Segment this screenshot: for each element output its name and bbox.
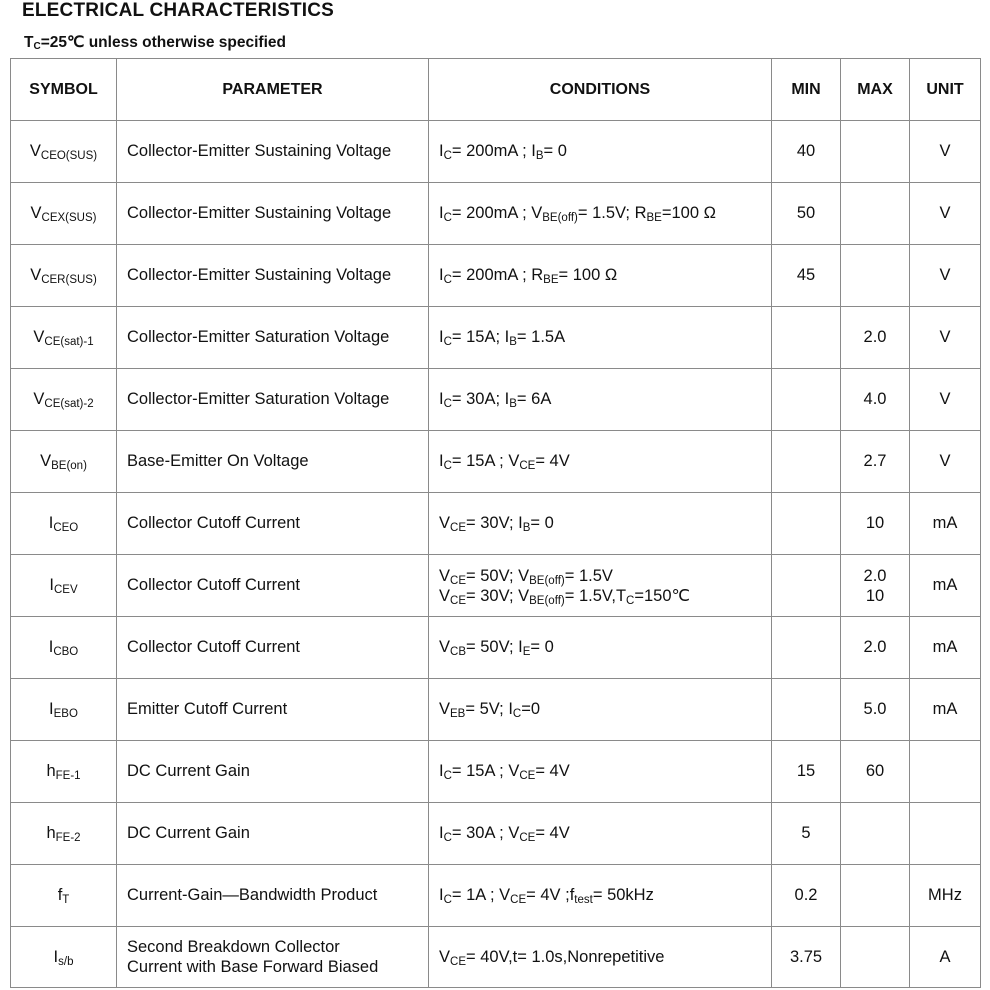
symbol-text: I [48,638,54,656]
parameter-line: Collector-Emitter Saturation Voltage [127,328,390,346]
conditions-text: = 30A ; V [451,824,520,842]
min-cell [772,617,841,679]
conditions-line [439,700,540,718]
conditions-line [439,514,554,532]
parameter-cell [117,121,429,183]
conditions-line [439,586,761,606]
table-row [11,121,981,183]
conditions-text: = 5V; I [465,700,513,718]
conditions-cell [429,741,772,803]
conditions-text: =100 Ω [661,204,716,222]
symbol-text: V [33,328,45,346]
conditions-line [439,452,570,470]
parameter-line: Emitter Cutoff Current [127,700,288,718]
symbol-cell [11,493,117,555]
conditions-text: = 30V; I [466,514,523,532]
symbol-cell [11,369,117,431]
symbol-subscript: BE(on) [51,460,87,472]
conditions-subscript: BE [646,212,662,224]
parameter-line: Collector Cutoff Current [127,576,301,594]
symbol-subscript: CE(sat)-2 [44,398,94,410]
parameter-cell [117,369,429,431]
symbol-subscript: CE(sat)-1 [44,336,94,348]
unit-cell: mA [910,679,981,741]
conditions-subscript: C [443,336,452,348]
parameter-cell [117,555,429,617]
parameter-cell [117,741,429,803]
conditions-subscript: CE [450,955,466,968]
max-cell: 60 [841,741,910,803]
conditions-line [439,204,716,222]
conditions-text: =150℃ [634,586,691,605]
conditions-text: I [439,328,444,346]
symbol-cell [11,245,117,307]
max-cell [841,245,910,307]
symbol-subscript: CEV [53,584,78,596]
table-row [11,741,981,803]
max-cell: 2.7 [841,431,910,493]
symbol-subscript: EBO [53,708,78,720]
conditions-subscript: CE [450,522,466,534]
conditions-subscript: CE [450,574,466,587]
parameter-line: Second Breakdown Collector [127,938,340,956]
symbol-cell [11,431,117,493]
conditions-text: I [439,452,444,470]
conditions-subscript: CE [519,460,536,472]
symbol-cell [11,183,117,245]
symbol-cell [11,121,117,183]
conditions-subscript: BE(off) [529,574,565,587]
electrical-characteristics-table [10,58,981,988]
unit-cell: mA [910,555,981,617]
symbol-subscript: FE-2 [55,832,81,844]
symbol-cell [11,679,117,741]
symbol-text: V [40,452,52,470]
conditions-text: I [439,886,444,904]
min-cell: 45 [772,245,841,307]
table-body [11,121,981,988]
min-cell: 3.75 [772,927,841,988]
parameter-cell [117,679,429,741]
max-cell [841,927,910,988]
max-cell: 10 [841,493,910,555]
min-cell [772,307,841,369]
table-row [11,245,981,307]
conditions-text: = 50V; I [466,638,523,656]
conditions-subscript: CE [519,770,536,782]
symbol-cell [11,307,117,369]
conditions-cell [429,679,772,741]
conditions-text: = 1.5V; R [577,204,647,222]
table-row [11,493,981,555]
unit-cell: mA [910,493,981,555]
conditions-text: = 0 [543,142,567,160]
conditions-text: = 40V,t= 1.0s,Nonrepetitive [466,947,665,966]
symbol-subscript: T [62,894,70,906]
symbol-text: I [49,700,54,718]
conditions-text: V [439,514,451,532]
symbol-subscript: FE-1 [55,770,81,782]
conditions-cell [429,307,772,369]
conditions-cell [429,555,772,617]
min-cell [772,369,841,431]
header-parameter: PARAMETER [117,59,429,121]
conditions-text: = 30V; V [466,586,530,605]
parameter-cell [117,617,429,679]
conditions-text: = 1.5A [516,328,566,346]
conditions-subscript: C [443,770,452,782]
conditions-subscript: B [535,150,544,162]
conditions-line [439,948,664,966]
symbol-cell [11,617,117,679]
conditions-subscript: B [509,398,517,410]
unit-cell: V [910,307,981,369]
conditions-text: = 50kHz [592,886,654,904]
conditions-text: = 1.5V [564,566,613,585]
symbol-text: h [46,824,56,842]
conditions-cell [429,431,772,493]
conditions-text: = 0 [530,638,554,656]
parameter-line: DC Current Gain [127,824,250,842]
note-text: =25℃ unless otherwise specified [40,34,286,51]
conditions-subscript: CE [450,594,466,607]
parameter-line: Collector Cutoff Current [127,514,301,532]
table-row [11,555,981,617]
symbol-subscript: s/b [58,955,74,968]
conditions-text: V [439,700,451,718]
conditions-cell [429,803,772,865]
unit-cell: V [910,121,981,183]
conditions-subscript: BE(off) [529,594,565,607]
header-conditions: CONDITIONS [429,59,772,121]
conditions-text: = 1A ; V [451,886,511,904]
max-cell: 2.0 10 [841,555,910,617]
conditions-subscript: C [443,832,452,844]
header-symbol: SYMBOL [11,59,117,121]
symbol-cell [11,865,117,927]
conditions-cell [429,865,772,927]
conditions-text: = 6A [516,390,552,408]
parameter-line: Current-Gain—Bandwidth Product [127,886,378,904]
conditions-text: = 4V ;f [526,886,575,904]
conditions-subscript: C [443,398,452,410]
parameter-cell [117,865,429,927]
symbol-subscript: CEO(SUS) [40,150,98,162]
conditions-text: I [439,142,444,160]
min-cell: 15 [772,741,841,803]
symbol-subscript: CBO [53,646,79,658]
min-cell [772,555,841,617]
max-cell [841,183,910,245]
parameter-cell [117,803,429,865]
min-cell: 0.2 [772,865,841,927]
symbol-text: I [49,576,54,594]
unit-cell [910,741,981,803]
parameter-line: Collector Cutoff Current [127,638,301,656]
conditions-text: I [439,266,444,284]
parameter-cell [117,183,429,245]
conditions-subscript: BE(off) [542,212,578,224]
conditions-text: = 4V [535,762,570,780]
min-cell: 50 [772,183,841,245]
symbol-text: V [30,266,42,284]
conditions-cell [429,493,772,555]
symbol-text: V [33,390,45,408]
conditions-line [439,142,567,160]
conditions-cell [429,927,772,988]
table-row [11,617,981,679]
unit-cell [910,803,981,865]
conditions-subscript: C [443,274,452,286]
conditions-subscript: CE [510,894,527,906]
max-cell: 4.0 [841,369,910,431]
parameter-line: Current with Base Forward Biased [127,958,379,976]
symbol-text: I [53,947,59,966]
section-title: ELECTRICAL CHARACTERISTICS [22,0,335,21]
conditions-text: = 0 [530,514,554,532]
parameter-line: Collector-Emitter Sustaining Voltage [127,266,392,284]
conditions-subscript: C [512,708,522,720]
max-cell [841,121,910,183]
conditions-subscript: EB [450,708,466,720]
min-cell [772,493,841,555]
max-cell: 2.0 [841,307,910,369]
conditions-subscript: C [443,212,452,224]
conditions-subscript: B [509,336,517,348]
table-row [11,803,981,865]
max-cell [841,803,910,865]
symbol-cell [11,927,117,988]
table-row [11,307,981,369]
conditions-text: = 100 Ω [558,266,618,284]
min-cell: 40 [772,121,841,183]
symbol-cell [11,803,117,865]
conditions-text: = 1.5V,T [564,586,627,605]
unit-cell: V [910,369,981,431]
conditions-line [439,762,570,780]
symbol-text: f [57,886,63,904]
symbol-text: h [46,762,56,780]
header-unit: UNIT [910,59,981,121]
symbol-text: V [30,204,42,222]
conditions-line [439,566,761,586]
conditions-cell [429,369,772,431]
conditions-line [439,390,551,408]
max-cell: 5.0 [841,679,910,741]
unit-cell: A [910,927,981,988]
conditions-subscript: BE [543,274,559,286]
conditions-line [439,638,554,656]
conditions-text: = 200mA ; I [451,142,536,160]
symbol-subscript: CER(SUS) [41,274,97,286]
test-conditions-note [24,33,286,52]
conditions-text: = 50V; V [466,566,530,585]
conditions-text: = 30A; I [451,390,510,408]
conditions-cell [429,121,772,183]
parameter-line: Collector-Emitter Saturation Voltage [127,390,390,408]
symbol-text: V [29,142,41,160]
min-cell [772,431,841,493]
conditions-text: V [439,586,451,605]
table-row [11,369,981,431]
unit-cell: mA [910,617,981,679]
min-cell [772,679,841,741]
conditions-cell [429,245,772,307]
conditions-cell [429,183,772,245]
symbol-cell [11,741,117,803]
conditions-text: =0 [521,700,541,718]
conditions-subscript: CE [519,832,536,844]
parameter-cell [117,927,429,988]
parameter-cell [117,245,429,307]
conditions-subscript: CB [450,646,466,658]
conditions-text: = 4V [535,452,570,470]
conditions-text: I [439,390,444,408]
conditions-subscript: C [443,150,452,162]
table-row [11,431,981,493]
conditions-line [439,266,617,284]
conditions-text: V [439,638,451,656]
symbol-subscript: CEX(SUS) [41,212,97,224]
conditions-subscript: C [443,460,452,472]
table-row [11,183,981,245]
conditions-subscript: test [574,894,593,906]
note-symbol-subscript: C [33,41,41,52]
parameter-cell [117,307,429,369]
max-cell: 2.0 [841,617,910,679]
conditions-text: = 200mA ; V [451,204,543,222]
parameter-line: Collector-Emitter Sustaining Voltage [127,142,392,160]
header-max: MAX [841,59,910,121]
conditions-text: I [439,204,444,222]
parameter-cell [117,493,429,555]
conditions-text: = 15A ; V [451,762,520,780]
conditions-subscript: C [443,894,452,906]
min-cell: 5 [772,803,841,865]
conditions-text: V [439,947,451,966]
conditions-subscript: C [626,594,635,607]
symbol-text: I [48,514,54,532]
table-row [11,865,981,927]
conditions-line [439,824,570,842]
parameter-line: Collector-Emitter Sustaining Voltage [127,204,392,222]
unit-cell: V [910,431,981,493]
header-min: MIN [772,59,841,121]
max-cell [841,865,910,927]
conditions-text: = 4V [535,824,570,842]
conditions-text: = 15A ; V [451,452,520,470]
symbol-cell [11,555,117,617]
parameter-line: Base-Emitter On Voltage [127,452,309,470]
conditions-subscript: E [522,646,531,658]
conditions-cell [429,617,772,679]
table-header-row [11,59,981,121]
parameter-cell [117,431,429,493]
table-row [11,927,981,988]
conditions-line [439,886,654,904]
symbol-subscript: CEO [53,522,79,534]
conditions-text: = 15A; I [451,328,510,346]
conditions-text: I [439,824,444,842]
conditions-text: = 200mA ; R [451,266,544,284]
conditions-text: V [439,566,451,585]
unit-cell: V [910,183,981,245]
unit-cell: MHz [910,865,981,927]
conditions-subscript: B [522,522,531,534]
parameter-line: DC Current Gain [127,762,250,780]
conditions-text: I [439,762,444,780]
unit-cell: V [910,245,981,307]
table-row [11,679,981,741]
note-symbol: T [24,34,34,51]
conditions-line [439,328,565,346]
